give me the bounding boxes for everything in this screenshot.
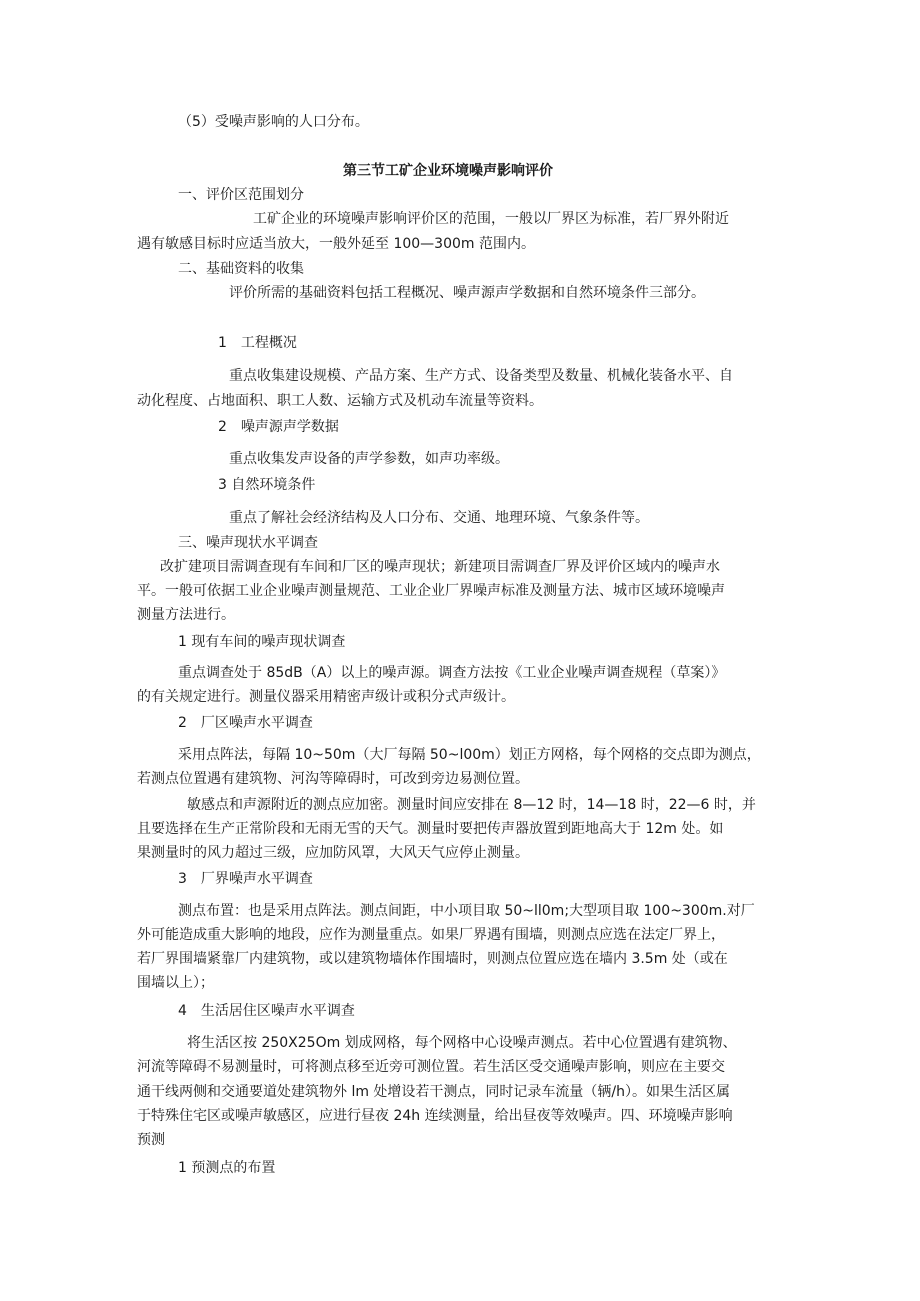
paragraph-line: 将生活区按 250X25Om 划成网格，每个网格中心设噪声测点。若中心位置遇有建筑物、 bbox=[187, 1035, 737, 1051]
paragraph-line: 测量方法进行。 bbox=[137, 607, 235, 623]
paragraph-line: 若测点位置遇有建筑物、河沟等障碍时，可改到旁边易测位置。 bbox=[137, 771, 529, 787]
paragraph-line: 重点调查处于 85dB（A）以上的噪声源。调查方法按《工业企业噪声调查规程（草案）》 bbox=[178, 665, 726, 681]
paragraph-line: 若厂界围墙紧靠厂内建筑物，或以建筑物墙体作围墙时，则测点位置应选在墙内 3.5m 处（或在 bbox=[137, 951, 728, 967]
subheading-source-data: 2 噪声源声学数据 bbox=[218, 419, 339, 435]
paragraph-line: 重点了解社会经济结构及人口分布、交通、地理环境、气象条件等。 bbox=[229, 510, 649, 526]
subheading-residential-survey: 4 生活居住区噪声水平调查 bbox=[178, 1003, 355, 1019]
list-item-5: （5）受噪声影响的人口分布。 bbox=[178, 114, 369, 130]
heading-evaluation-scope: 一、评价区范围划分 bbox=[178, 187, 304, 203]
paragraph-line: 通干线两侧和交通要道处建筑物外 lm 处增设若干测点，同时记录车流量（辆/h）。如果生活区属 bbox=[137, 1084, 731, 1100]
subheading-project-overview: 1 工程概况 bbox=[218, 335, 297, 351]
heading-basic-data: 二、基础资料的收集 bbox=[178, 261, 304, 277]
paragraph-line: 围墙以上）； bbox=[137, 975, 214, 991]
paragraph-line: 评价所需的基础资料包括工程概况、噪声源声学数据和自然环境条件三部分。 bbox=[229, 285, 705, 301]
paragraph-line: 采用点阵法，每隔 10~50m（大厂每隔 50~l00m）划正方网格，每个网格的交点即为测点， bbox=[178, 747, 761, 763]
subheading-prediction-points: 1 预测点的布置 bbox=[178, 1160, 276, 1176]
subheading-workshop-survey: 1 现有车间的噪声现状调查 bbox=[178, 634, 346, 650]
paragraph-line: 重点收集建设规模、产品方案、生产方式、设备类型及数量、机械化装备水平、自 bbox=[229, 368, 733, 384]
paragraph-line: 外可能造成重大影响的地段，应作为测量重点。如果厂界遇有围墙，则测点应选在法定厂界上， bbox=[137, 927, 725, 943]
paragraph-line: 动化程度、占地面积、职工人数、运输方式及机动车流量等资料。 bbox=[137, 393, 543, 409]
paragraph-line: 敏感点和声源附近的测点应加密。测量时间应安排在 8—12 时，14—18 时，22—6 时，并 bbox=[187, 797, 756, 813]
paragraph-line: 的有关规定进行。测量仪器采用精密声级计或积分式声级计。 bbox=[137, 689, 515, 705]
paragraph-line: 果测量时的风力超过三级，应加防风罩，大风天气应停止测量。 bbox=[137, 845, 529, 861]
paragraph-line: 改扩建项目需调查现有车间和厂区的噪声现状；新建项目需调查厂界及评价区域内的噪声水 bbox=[160, 559, 720, 575]
paragraph-line: 预测 bbox=[137, 1132, 165, 1148]
section-title: 第三节工矿企业环境噪声影响评价 bbox=[343, 163, 553, 179]
paragraph-line: 河流等障碍不易测量时，可将测点移至近旁可测位置。若生活区受交通噪声影响，则应在主要交 bbox=[137, 1059, 725, 1075]
paragraph-line: 且要选择在生产正常阶段和无雨无雪的天气。测量时要把传声器放置到距地高大于 12m 处。如 bbox=[137, 821, 724, 837]
subheading-boundary-survey: 3 厂界噪声水平调查 bbox=[178, 871, 313, 887]
paragraph-line: 平。一般可依据工业企业噪声测量规范、工业企业厂界噪声标准及测量方法、城市区域环境噪声 bbox=[137, 583, 725, 599]
paragraph-line: 工矿企业的环境噪声影响评价区的范围，一般以厂界区为标准，若厂界外附近 bbox=[253, 211, 729, 227]
paragraph-line: 测点布置：也是采用点阵法。测点间距，中小项目取 50~ll0m;大型项目取 100~300m.对厂 bbox=[178, 903, 755, 919]
paragraph-line: 重点收集发声设备的声学参数，如声功率级。 bbox=[229, 451, 509, 467]
subheading-natural-environment: 3 自然环境条件 bbox=[218, 477, 316, 493]
paragraph-line: 遇有敏感目标时应适当放大，一般外延至 100—300m 范围内。 bbox=[137, 236, 535, 252]
heading-noise-survey: 三、噪声现状水平调查 bbox=[178, 535, 318, 551]
paragraph-line: 于特殊住宅区或噪声敏感区，应进行昼夜 24h 连续测量，给出昼夜等效噪声。四、环境噪声影响 bbox=[137, 1108, 733, 1124]
subheading-factory-survey: 2 厂区噪声水平调查 bbox=[178, 715, 313, 731]
